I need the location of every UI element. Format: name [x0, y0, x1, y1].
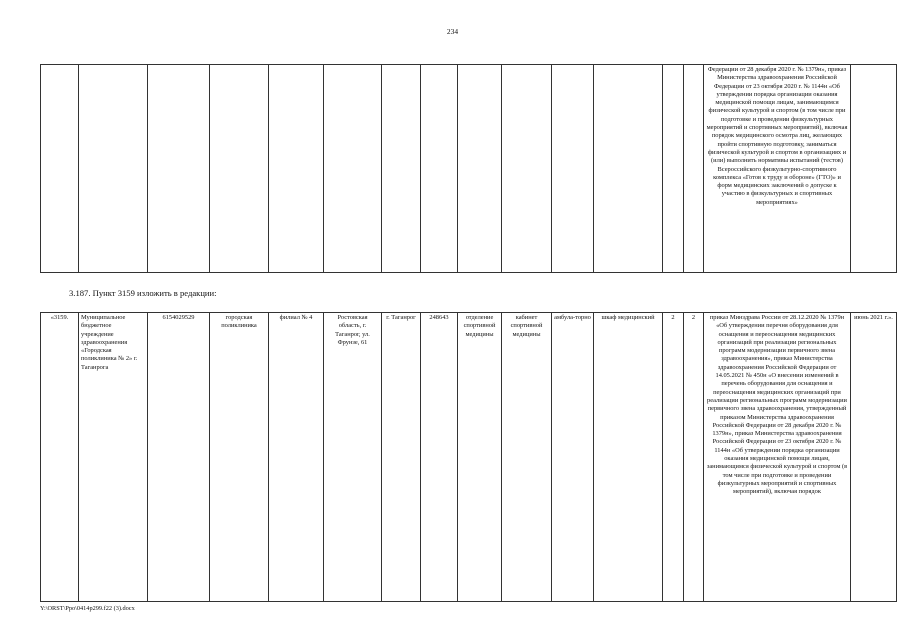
organization-cell: Муниципальное бюджетное учреждение здравоохранения «Городская поликлиника № 2» г. Таганрога — [79, 313, 148, 602]
address-cell: Ростовская область, г. Таганрог, ул. Фрунзе, 61 — [324, 313, 382, 602]
page-number: 234 — [446, 27, 459, 36]
inn-cell: 6154029529 — [148, 313, 210, 602]
date-cell: июнь 2021 г.». — [851, 313, 897, 602]
service-type-cell: амбула-торно — [552, 313, 594, 602]
quantity-cell: 2 — [684, 313, 704, 602]
table-row — [41, 65, 897, 273]
file-path-footer: Y:\ORST\Ppo\0414p299.f22 (3).docx — [40, 605, 135, 612]
item-number-cell: «3159. — [41, 313, 79, 602]
room-cell: кабинет спортивной медицины — [502, 313, 552, 602]
facility-type-cell: городская поликлиника — [210, 313, 269, 602]
branch-cell: филиал № 4 — [269, 313, 324, 602]
amended-item-table — [40, 312, 897, 602]
basis-cell: приказ Минздрава России от 28.12.2020 № 1379н «Об утверждении перечня оборудования для оснащения и переоснащения медицинских организаций при реализации региональных программ модернизации первичного звена здравоохранения», приказ Министерства здравоохранения Российской Федерации от 14.05.2021 № 450н «О внесении изменений в перечень оборудования для оснащения и переоснащения медицинских организаций при реализации региональных программ модернизации первичного звена здравоохранения, утвержденный приказом Министерства здравоохранения Российской Федерации от 28 декабря 2020 г. № 1379н», приказ Министерства здравоохранения Российской Федерации от 23 октября 2020 г. № 1144н «Об утверждении порядка организации оказания медицинской помощи лицам, занимающимся физической культурой и спортом (в том числе при подготовке и проведении физкультурных мероприятий и спортивных мероприятий), включая порядок — [704, 313, 851, 602]
equipment-cell: шкаф медицинский — [594, 313, 663, 602]
table-row — [41, 313, 897, 602]
previous-item-table — [40, 64, 897, 273]
population-cell: 248643 — [421, 313, 458, 602]
amendment-heading: 3.187. Пункт 3159 изложить в редакции: — [69, 288, 217, 298]
department-cell: отделение спортивной медицины — [458, 313, 502, 602]
basis-cell: Федерации от 28 декабря 2020 г. № 1379н», приказ Министерства здравоохранения Российской Федерации от 23 октября 2020 г. № 1144н «Об утверждении порядка организации оказания медицинской помощи лицам, занимающимся физической культурой и спортом (в том числе при подготовке и проведении физкультурных мероприятий и спортивных мероприятий), включая порядок медицинского осмотра лиц, желающих пройти спортивную подготовку, заниматься физической культурой и спортом в организациях и (или) выполнить нормативы испытаний (тестов) Всероссийского физкультурно-спортивного комплекса «Готов к труду и обороне» (ГТО)» и форм медицинских заключений о допуске к участию в физкультурных и спортивных мероприятиях» — [704, 65, 851, 273]
quantity-cell: 2 — [663, 313, 684, 602]
locality-cell: г. Таганрог — [382, 313, 421, 602]
